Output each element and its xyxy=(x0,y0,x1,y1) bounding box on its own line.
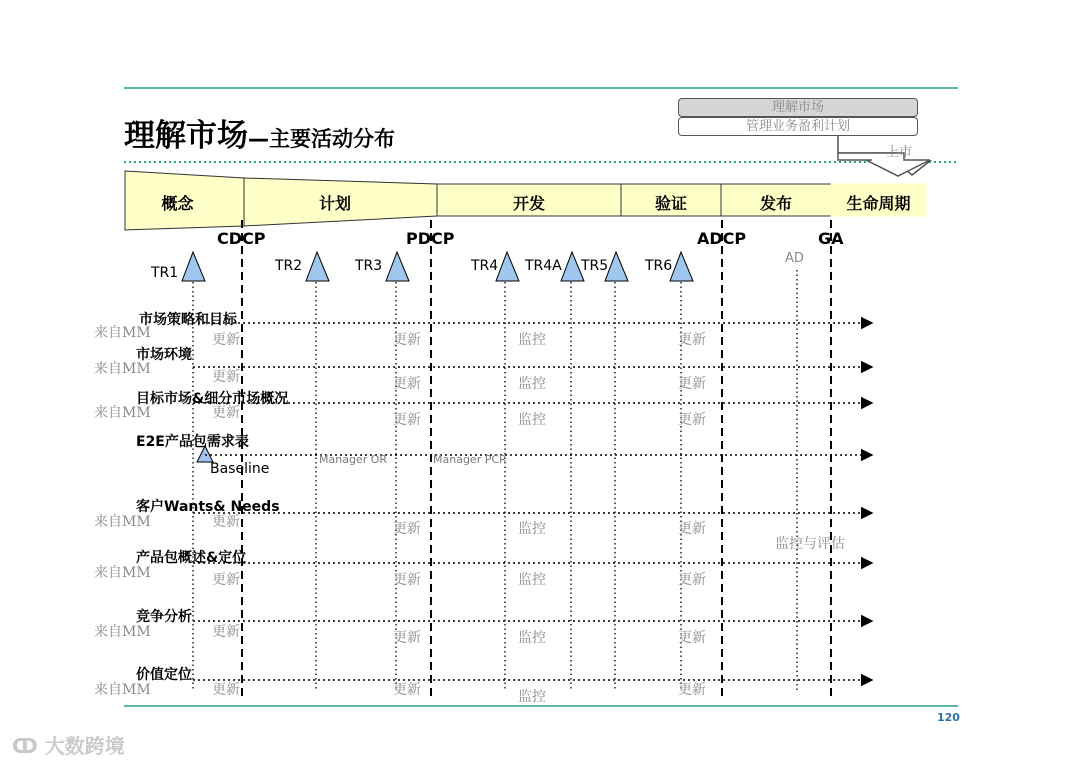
tr4-label: TR4 xyxy=(471,258,499,274)
checkpoint-cdcp: CDCP xyxy=(217,229,266,248)
phase-lifecycle: 生命周期 xyxy=(846,194,911,213)
row-note-8-3: 监控 xyxy=(518,689,546,705)
row-note-2-3: 监控 xyxy=(518,376,546,392)
legend-understand-market: 理解市场 xyxy=(678,98,918,117)
row-note-5-2: 更新 xyxy=(393,521,421,537)
row-label-8: 价值定位 xyxy=(136,667,192,683)
row-note-5-3: 监控 xyxy=(518,521,546,537)
row-note-1-4: 更新 xyxy=(678,332,706,348)
tr1-label: TR1 xyxy=(151,265,179,281)
row-label-6: 产品包概述&定位 xyxy=(136,550,247,566)
page-number: 120 xyxy=(937,711,960,724)
row-source-7: 来自MM xyxy=(94,624,151,640)
tr1-triangle xyxy=(182,252,205,281)
row-note-4-3: Manager PCR xyxy=(433,453,507,466)
row-note-3-2: 更新 xyxy=(393,412,421,428)
tr3-triangle xyxy=(386,252,409,281)
tr5-triangle xyxy=(605,252,628,281)
legend-manage-plan: 管理业务盈利计划 xyxy=(678,117,918,136)
row-note-3-4: 更新 xyxy=(678,412,706,428)
phase-concept: 概念 xyxy=(161,194,194,213)
title-sub-text: —主要活动分布 xyxy=(248,127,395,151)
row-note-7-3: 监控 xyxy=(518,630,546,646)
row-label-7: 竞争分析 xyxy=(136,609,192,625)
page-title xyxy=(124,110,395,155)
row-note-8-2: 更新 xyxy=(393,682,421,698)
row-note-2-2: 更新 xyxy=(393,376,421,392)
row-label-2: 市场环境 xyxy=(136,347,192,363)
phase-plan: 计划 xyxy=(318,194,351,213)
watermark xyxy=(12,730,125,759)
row-note-5-1: 更新 xyxy=(212,514,240,530)
watermark-logo-icon: ↀ xyxy=(12,734,45,758)
row-note-4-1: Baseline xyxy=(210,461,270,477)
tr2-triangle xyxy=(306,252,329,281)
phase-release: 发布 xyxy=(759,194,792,213)
watermark-text: 大数跨境 xyxy=(44,734,125,758)
tr4-triangle xyxy=(496,252,519,281)
checkpoint-ad: AD xyxy=(785,251,804,266)
row-note-7-2: 更新 xyxy=(393,630,421,646)
phase-develop: 开发 xyxy=(512,194,545,213)
tr2-label: TR2 xyxy=(275,258,303,274)
row-note-7-4: 更新 xyxy=(678,630,706,646)
checkpoint-pdcp: PDCP xyxy=(406,229,455,248)
row-label-1: 市场策略和目标 xyxy=(139,312,237,328)
row-note-3-3: 监控 xyxy=(518,412,546,428)
tr6-triangle xyxy=(670,252,693,281)
tr5-label: TR5 xyxy=(581,258,609,274)
monitor-evaluate-label: 监控与评估 xyxy=(775,536,845,552)
row-note-6-1: 更新 xyxy=(212,572,240,588)
row-label-4: E2E产品包需求表 xyxy=(136,434,249,450)
checkpoint-adcp: ADCP xyxy=(697,229,747,248)
row-note-6-4: 更新 xyxy=(678,572,706,588)
checkpoint-ga: GA xyxy=(818,229,844,248)
row-source-8: 来自MM xyxy=(94,682,151,698)
tr6-label: TR6 xyxy=(645,258,673,274)
row-note-8-4: 更新 xyxy=(678,682,706,698)
legend-launch-label: 上市 xyxy=(886,145,913,160)
row-note-1-1: 更新 xyxy=(212,332,240,348)
title-main-text: 理解市场 xyxy=(124,118,248,154)
row-note-7-1: 更新 xyxy=(212,624,240,640)
row-note-5-4: 更新 xyxy=(678,521,706,537)
row-source-1: 来自MM xyxy=(94,325,151,341)
row-source-3: 来自MM xyxy=(94,405,151,421)
row-note-4-2: Manager OR xyxy=(319,453,388,466)
row-label-5: 客户Wants& Needs xyxy=(136,499,280,515)
row-source-2: 来自MM xyxy=(94,361,151,377)
row-source-6: 来自MM xyxy=(94,565,151,581)
row-note-8-1: 更新 xyxy=(212,682,240,698)
row-note-2-4: 更新 xyxy=(678,376,706,392)
tr3-label: TR3 xyxy=(355,258,383,274)
row-label-3: 目标市场&细分市场概况 xyxy=(136,391,289,407)
row-note-2-1: 更新 xyxy=(212,369,240,385)
phase-verify: 验证 xyxy=(654,194,687,213)
row-note-6-2: 更新 xyxy=(393,572,421,588)
row-source-5: 来自MM xyxy=(94,514,151,530)
tr4a-label: TR4A xyxy=(525,258,562,274)
row-note-1-3: 监控 xyxy=(518,332,546,348)
row-note-1-2: 更新 xyxy=(393,332,421,348)
row-note-3-1: 更新 xyxy=(212,405,240,421)
row-note-6-3: 监控 xyxy=(518,572,546,588)
